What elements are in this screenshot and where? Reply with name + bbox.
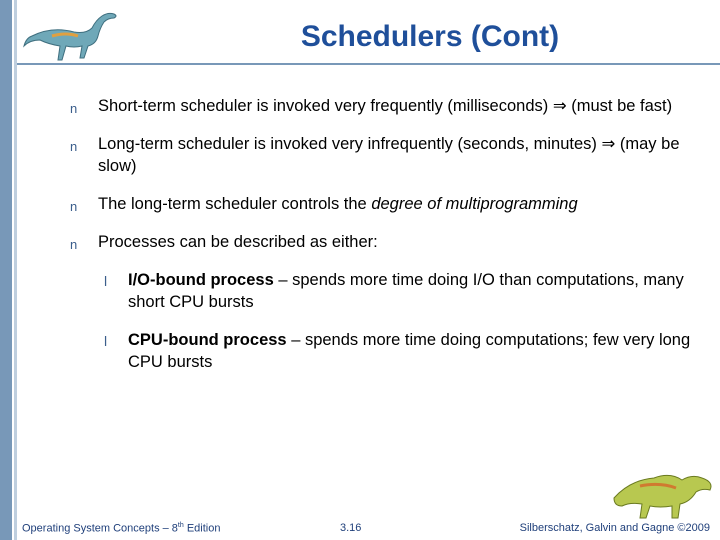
bullet-text: Processes can be described as either: bbox=[98, 233, 378, 251]
dinosaur-logo-bottom-icon bbox=[610, 462, 718, 522]
footer-book-title-suffix: Edition bbox=[183, 522, 221, 535]
subbullet-marker: l bbox=[104, 273, 108, 289]
left-sidebar-bar bbox=[0, 0, 12, 540]
left-sidebar-line bbox=[14, 0, 17, 540]
bullet-marker: n bbox=[70, 101, 78, 116]
bullet-text: Short-term scheduler is invoked very frequently (milliseconds) ⇒ (must be fast) bbox=[98, 97, 673, 115]
bullet-marker: n bbox=[70, 199, 78, 214]
footer-edition-sup: th bbox=[177, 522, 184, 529]
bullet-item bbox=[68, 95, 698, 117]
bullet-marker: n bbox=[70, 139, 78, 154]
footer-page-number: 3.16 bbox=[340, 522, 362, 534]
bullet-marker: n bbox=[70, 237, 78, 252]
dinosaur-logo-top-icon bbox=[22, 6, 132, 68]
bullet-list bbox=[68, 95, 698, 389]
subbullet-term: CPU-bound process bbox=[128, 331, 287, 349]
footer-book-title-prefix: Operating System Concepts – 8 bbox=[22, 522, 178, 535]
bullet-text: The long-term scheduler controls the bbox=[98, 195, 372, 213]
subbullet-item bbox=[68, 269, 698, 313]
bullet-item bbox=[68, 231, 698, 253]
bullet-text: Long-term scheduler is invoked very infrequently (seconds, minutes) ⇒ (may be slow) bbox=[98, 135, 680, 175]
bullet-italic-text: degree of multiprogramming bbox=[371, 195, 578, 213]
subbullet-text: – spends more time doing I/O than computations, many short CPU bursts bbox=[128, 271, 684, 311]
subbullet-text: – spends more time doing computations; few very long CPU bursts bbox=[128, 331, 691, 371]
footer-book-title bbox=[22, 522, 220, 535]
bullet-item bbox=[68, 193, 698, 215]
bullet-item bbox=[68, 133, 698, 177]
subbullet-term: I/O-bound process bbox=[128, 271, 274, 289]
subbullet-item bbox=[68, 329, 698, 373]
slide-title: Schedulers (Cont) bbox=[300, 20, 560, 53]
footer-authors: Silberschatz, Galvin and Gagne ©2009 bbox=[519, 522, 710, 534]
subbullet-marker: l bbox=[104, 333, 108, 349]
